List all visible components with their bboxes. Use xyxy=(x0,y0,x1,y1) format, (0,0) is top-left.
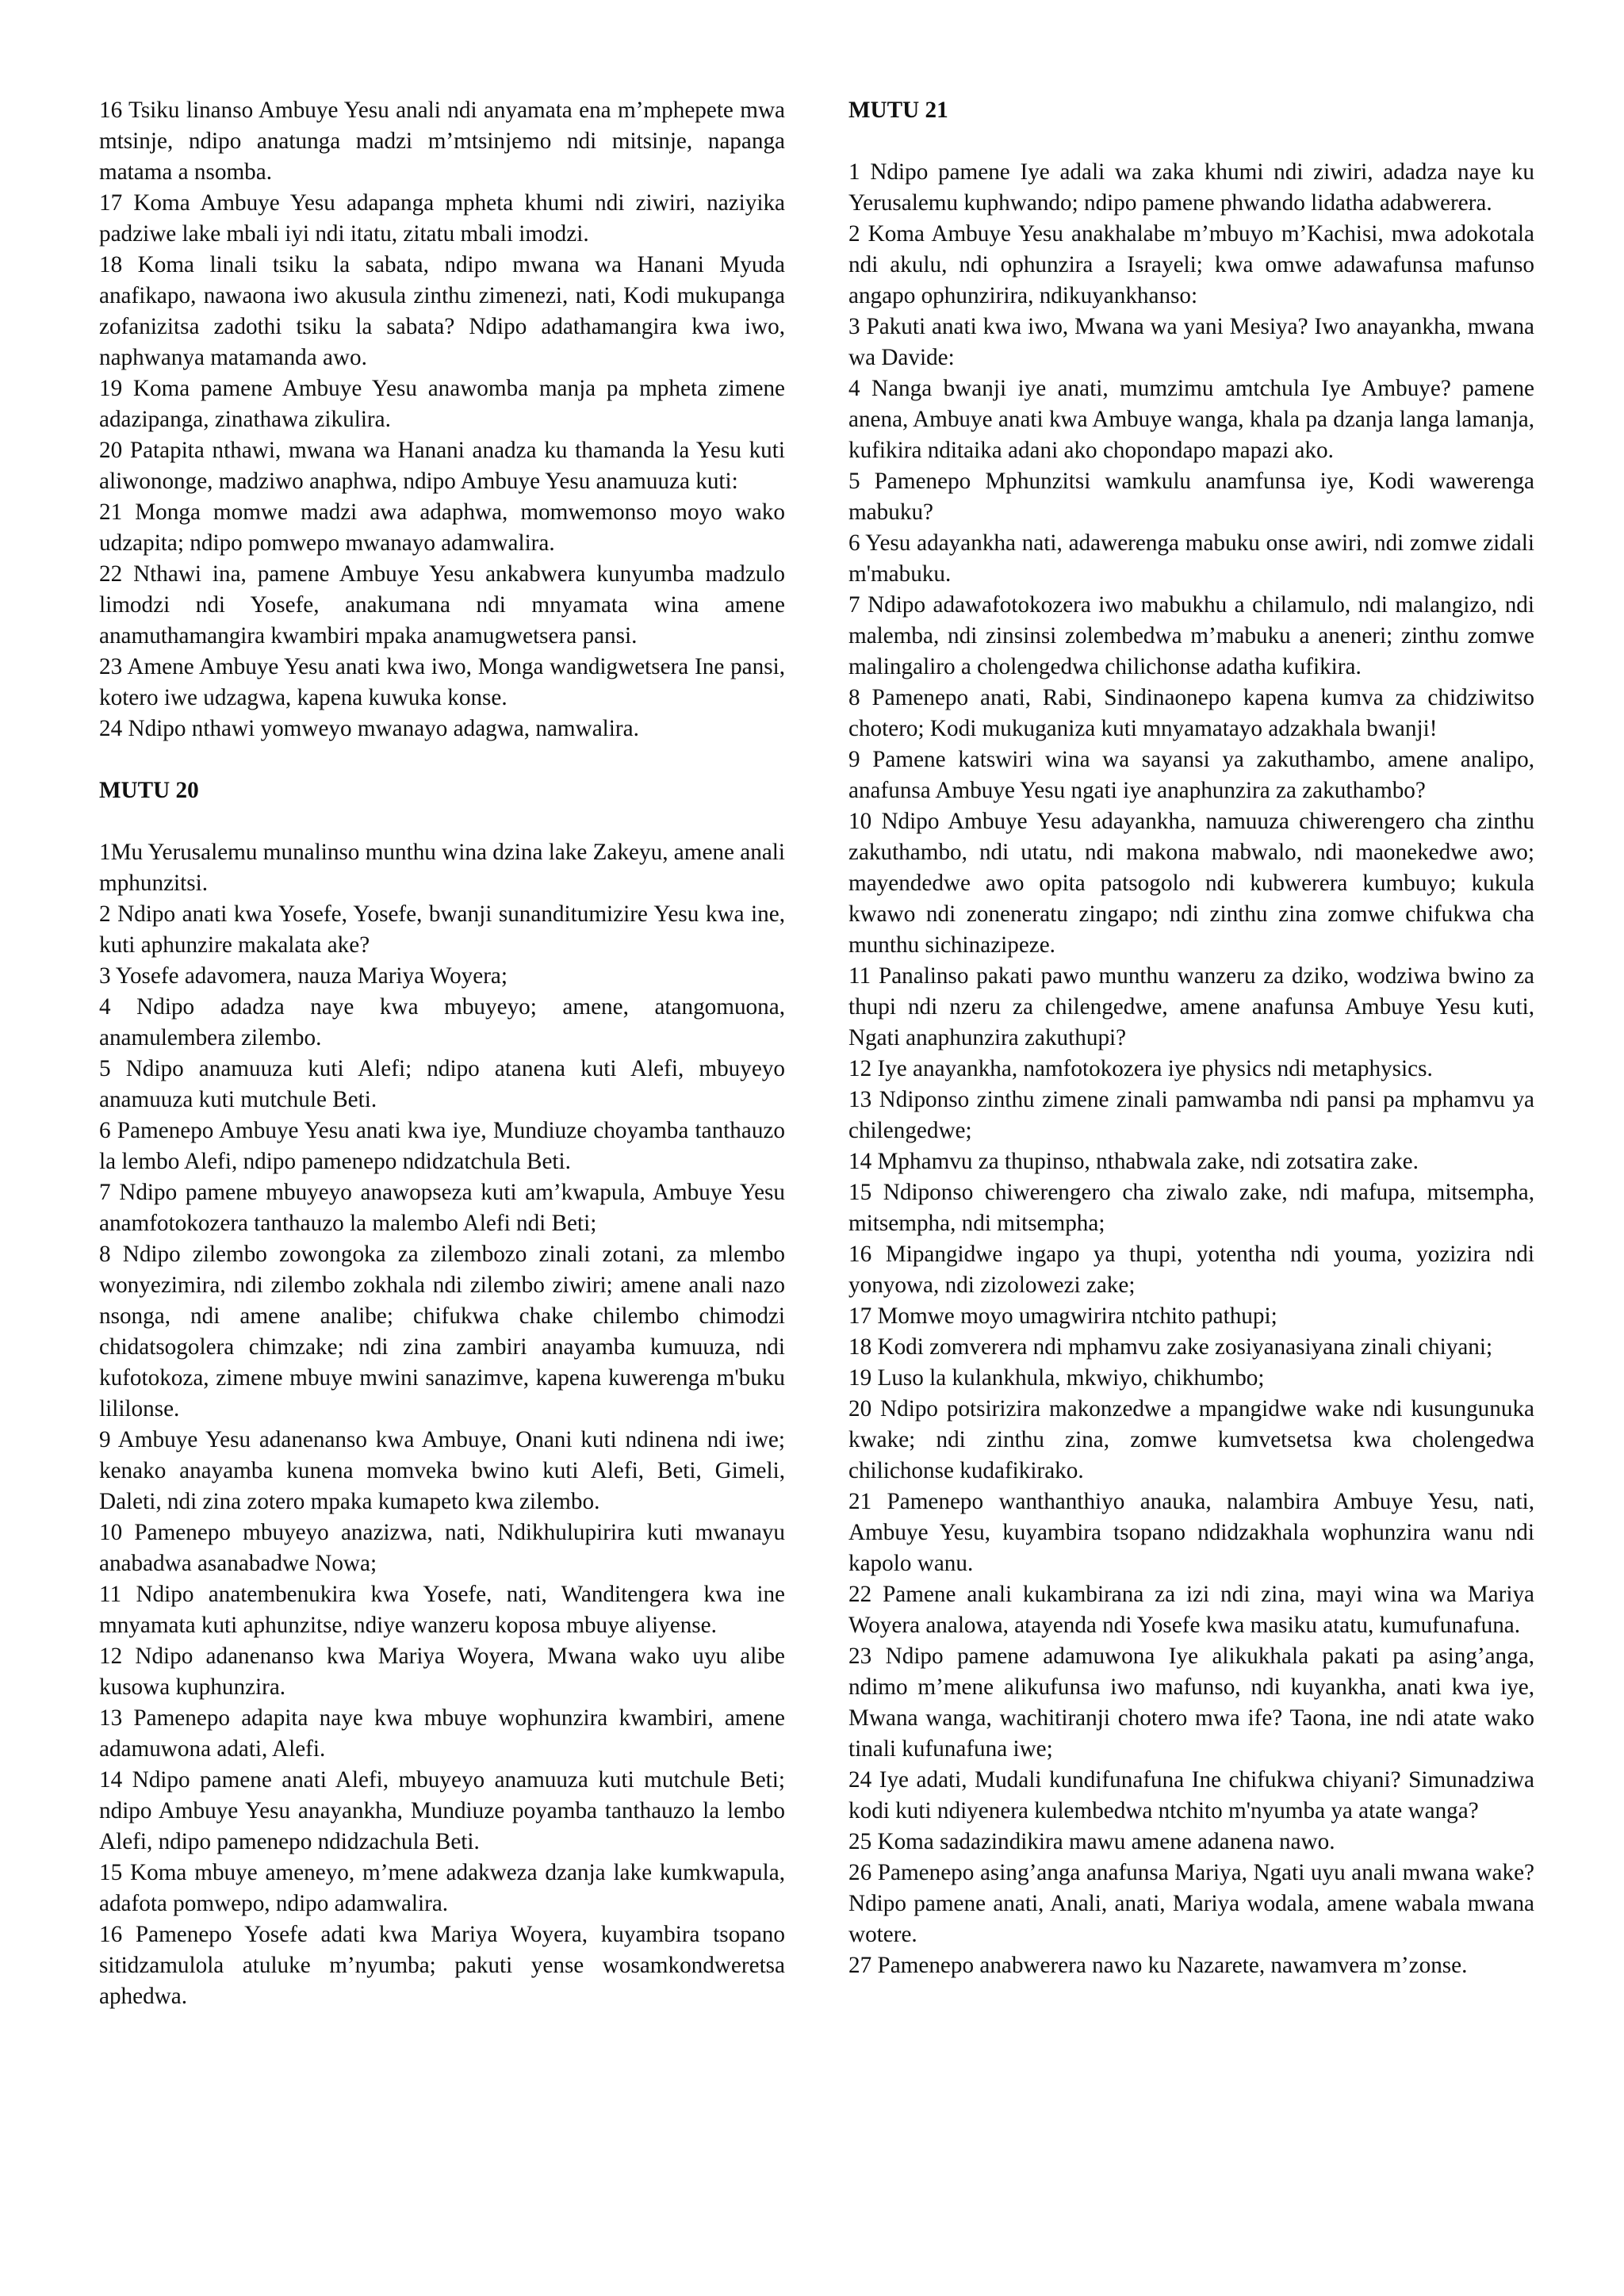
verse-paragraph: 4 Nanga bwanji iye anati, mumzimu amtchula Iye Ambuye? pamene anena, Ambuye anati kwa Ambuye wanga, khala pa dzanja langa lamanja, kufikira nditaika adani ako chopondapo mapazi ako. xyxy=(848,376,1534,463)
verse-paragraph: 6 Pamenepo Ambuye Yesu anati kwa iye, Mundiuze choyamba tanthauzo la lembo Alefi, ndipo pamenepo ndidzatchula Beti. xyxy=(99,1118,785,1174)
verse-paragraph: 13 Ndiponso zinthu zimene zinali pamwamba ndi pansi pa mphamvu ya chilengedwe; xyxy=(848,1087,1534,1143)
verse-paragraph: 9 Pamene katswiri wina wa sayansi ya zakuthambo, amene analipo, anafunsa Ambuye Yesu ngati iye anaphunzira za zakuthambo? xyxy=(848,747,1534,803)
verse-paragraph: 12 Iye anayankha, namfotokozera iye physics ndi metaphysics. xyxy=(848,1056,1433,1081)
verse-paragraph: 10 Pamenepo mbuyeyo anazizwa, nati, Ndikhulupirira kuti mwanayu anabadwa asanabadwe Nowa; xyxy=(99,1520,785,1576)
verses-mutu-20 xyxy=(99,837,785,2012)
verse-paragraph: 15 Ndiponso chiwerengero cha ziwalo zake, ndi mafupa, mitsempha, mitsempha, ndi mitsempha; xyxy=(848,1180,1534,1236)
verse-paragraph: 5 Pamenepo Mphunzitsi wamkulu anamfunsa iye, Kodi wawerenga mabuku? xyxy=(848,469,1534,525)
verse-paragraph: 21 Pamenepo wanthanthiyo anauka, nalambira Ambuye Yesu, nati, Ambuye Yesu, kuyambira tsopano ndidzakhala wophunzira wanu ndi kapolo wanu. xyxy=(848,1489,1534,1576)
verse-paragraph: 23 Ndipo pamene adamuwona Iye alikukhala pakati pa asing’anga, ndimo m’mene alikufunsa iwo mafunso, ndi kuyankha, anati kwa iye, Mwana wanga, wachitiranji chotero mwa ife? Taona, ine ndi atate wako tinali kufunafuna iwe; xyxy=(848,1644,1534,1762)
verse-paragraph: 11 Panalinso pakati pawo munthu wanzeru za dziko, wodziwa bwino za thupi ndi nzeru za chilengedwe, amene anafunsa Ambuye Yesu kuti, Ngati anaphunzira zakuthupi? xyxy=(848,963,1534,1050)
verse-paragraph: 18 Kodi zomverera ndi mphamvu zake zosiyanasiyana zinali chiyani; xyxy=(848,1334,1493,1360)
verse-paragraph: 12 Ndipo adanenanso kwa Mariya Woyera, Mwana wako uyu alibe kusowa kuphunzira. xyxy=(99,1644,785,1700)
verse-paragraph: 26 Pamenepo asing’anga anafunsa Mariya, Ngati uyu anali mwana wake? Ndipo pamene anati, Anali, anati, Mariya wodala, amene wabala mwana wotere. xyxy=(848,1860,1534,1947)
verse-paragraph: 22 Pamene anali kukambirana za izi ndi zina, mayi wina wa Mariya Woyera analowa, atayenda ndi Yosefe kwa masiku atatu, kumufunafuna. xyxy=(848,1582,1534,1638)
verse-paragraph: 3 Yosefe adavomera, nauza Mariya Woyera; xyxy=(99,963,508,989)
verse-paragraph: 8 Ndipo zilembo zowongoka za zilembozo zinali zotani, za mlembo wonyezimira, ndi zilembo zokhala ndi zilembo ziwiri; amene anali nazo nsonga, ndi amene analibe; chifukwa chake chilembo chimodzi chidatsogolera chimzake; ndi zina zambiri anayamba kumuuza, ndi kufotokoza, zimene mbuye mwini sanazimve, kapena kuwerenga m'buku lililonse. xyxy=(99,1242,785,1422)
verse-paragraph: 23 Amene Ambuye Yesu anati kwa iwo, Monga wandigwetsera Ine pansi, kotero iwe udzagwa, kapena kuwuka konse. xyxy=(99,654,785,710)
verse-paragraph: 4 Ndipo adadza naye kwa mbuyeyo; amene, atangomuona, anamulembera zilembo. xyxy=(99,994,785,1050)
verse-paragraph: 20 Patapita nthawi, mwana wa Hanani anadza ku thamanda la Yesu kuti aliwononge, madziwo anaphwa, ndipo Ambuye Yesu anamuuza kuti: xyxy=(99,438,785,494)
verse-paragraph: 8 Pamenepo anati, Rabi, Sindinaonepo kapena kumva za chidziwitso chotero; Kodi mukuganiza kuti mnyamatayo adzakhala bwanji! xyxy=(848,685,1534,741)
verse-paragraph: 1 Ndipo pamene Iye adali wa zaka khumi ndi ziwiri, adadza naye ku Yerusalemu kuphwando; ndipo pamene phwando lidatha adabwerera. xyxy=(848,159,1534,216)
verse-paragraph: 22 Nthawi ina, pamene Ambuye Yesu ankabwera kunyumba madzulo limodzi ndi Yosefe, anakumana ndi mnyamata wina amene anamuthamangira kwambiri mpaka anamugwetsera pansi. xyxy=(99,561,785,649)
verse-paragraph: 21 Monga momwe madzi awa adaphwa, momwemonso moyo wako udzapita; ndipo pomwepo mwanayo adamwalira. xyxy=(99,499,785,556)
verse-paragraph: 1Mu Yerusalemu munalinso munthu wina dzina lake Zakeyu, amene anali mphunzitsi. xyxy=(99,840,785,896)
right-column xyxy=(848,95,1534,1981)
verse-paragraph: 14 Mphamvu za thupinso, nthabwala zake, ndi zotsatira zake. xyxy=(848,1149,1419,1174)
verse-paragraph: 15 Koma mbuye ameneyo, m’mene adakweza dzanja lake kumkwapula, adafota pomwepo, ndipo adamwalira. xyxy=(99,1860,785,1916)
verse-paragraph: 7 Ndipo pamene mbuyeyo anawopseza kuti am’kwapula, Ambuye Yesu anamfotokozera tanthauzo la malembo Alefi ndi Beti; xyxy=(99,1180,785,1236)
chapter-heading-mutu-21: MUTU 21 xyxy=(848,98,948,123)
verse-paragraph: 9 Ambuye Yesu adanenanso kwa Ambuye, Onani kuti ndinena ndi iwe; kenako anayamba kunena momveka bwino kuti Alefi, Beti, Gimeli, Daleti, ndi zina zotero mpaka kumapeto kwa zilembo. xyxy=(99,1427,785,1514)
verse-paragraph: 19 Luso la kulankhula, mkwiyo, chikhumbo; xyxy=(848,1365,1265,1391)
verse-paragraph: 2 Koma Ambuye Yesu anakhalabe m’mbuyo m’Kachisi, mwa adokotala ndi akulu, ndi ophunzira a Israyeli; kwa omwe adawafunsa mafunso angapo ophunzirira, ndikuyankhanso: xyxy=(848,221,1534,308)
verse-paragraph: 5 Ndipo anamuuza kuti Alefi; ndipo atanena kuti Alefi, mbuyeyo anamuuza kuti mutchule Beti. xyxy=(99,1056,785,1112)
verse-paragraph: 14 Ndipo pamene anati Alefi, mbuyeyo anamuuza kuti mutchule Beti; ndipo Ambuye Yesu anayankha, Mundiuze poyamba tanthauzo la lembo Alefi, ndipo pamenepo ndidzachula Beti. xyxy=(99,1767,785,1854)
verse-paragraph: 17 Momwe moyo umagwirira ntchito pathupi; xyxy=(848,1303,1277,1329)
verse-paragraph: 16 Pamenepo Yosefe adati kwa Mariya Woyera, kuyambira tsopano sitidzamulola atuluke m’nyumba; pakuti yense wosamkondweretsa aphedwa. xyxy=(99,1922,785,2009)
verse-paragraph: 10 Ndipo Ambuye Yesu adayankha, namuuza chiwerengero cha zinthu zakuthambo, ndi utatu, ndi makona mabwalo, ndi maonekedwe awo; mayendedwe awo opita patsogolo ndi kubwerera kumbuyo; kukula kwawo ndi zoneneratu zingapo; ndi zinthu zina zomwe chifukwa cha munthu sichinazipeze. xyxy=(848,809,1534,958)
verse-paragraph: 16 Mipangidwe ingapo ya thupi, yotentha ndi youma, yozizira ndi yonyowa, ndi zizolowezi zake; xyxy=(848,1242,1534,1298)
verse-paragraph: 7 Ndipo adawafotokozera iwo mabukhu a chilamulo, ndi malangizo, ndi malemba, ndi zinsinsi zolembedwa m’mabuku a aneneri; zinthu zomwe malingaliro a cholengedwa chilichonse adatha kufikira. xyxy=(848,592,1534,679)
verses-mutu-21 xyxy=(848,157,1534,1981)
verse-paragraph: 24 Iye adati, Mudali kundifunafuna Ine chifukwa chiyani? Simunadziwa kodi kuti ndiyenera kulembedwa ntchito m'nyumba ya atate wanga? xyxy=(848,1767,1534,1823)
verse-paragraph: 18 Koma linali tsiku la sabata, ndipo mwana wa Hanani Myuda anafikapo, nawaona iwo akusula zinthu zimenezi, nati, Kodi mukupanga zofanizitsa zadothi tsiku la sabata? Ndipo adathamangira kwa iwo, naphwanya matamanda awo. xyxy=(99,252,785,370)
verse-paragraph: 6 Yesu adayankha nati, adawerenga mabuku onse awiri, ndi zomwe zidali m'mabuku. xyxy=(848,530,1534,587)
verse-paragraph: 25 Koma sadazindikira mawu amene adanena nawo. xyxy=(848,1829,1335,1854)
left-column xyxy=(99,95,785,2012)
verse-paragraph: 19 Koma pamene Ambuye Yesu anawomba manja pa mpheta zimene adazipanga, zinathawa zikulira. xyxy=(99,376,785,432)
verse-paragraph: 16 Tsiku linanso Ambuye Yesu anali ndi anyamata ena m’mphepete mwa mtsinje, ndipo anatunga madzi m’mtsinjemo ndi mitsinje, napanga matama a nsomba. xyxy=(99,98,785,185)
verse-paragraph: 11 Ndipo anatembenukira kwa Yosefe, nati, Wanditengera kwa ine mnyamata kuti aphunzitse, ndiye wanzeru koposa mbuye aliyense. xyxy=(99,1582,785,1638)
chapter-heading-mutu-20: MUTU 20 xyxy=(99,778,199,803)
verse-paragraph: 13 Pamenepo adapita naye kwa mbuye wophunzira kwambiri, amene adamuwona adati, Alefi. xyxy=(99,1705,785,1762)
verse-paragraph: 24 Ndipo nthawi yomweyo mwanayo adagwa, namwalira. xyxy=(99,716,639,741)
verses-mutu-19-continued xyxy=(99,95,785,744)
verse-paragraph: 27 Pamenepo anabwerera nawo ku Nazarete, nawamvera m’zonse. xyxy=(848,1953,1468,1978)
verse-paragraph: 2 Ndipo anati kwa Yosefe, Yosefe, bwanji sunanditumizire Yesu kwa ine, kuti aphunzire makalata ake? xyxy=(99,901,785,958)
verse-paragraph: 17 Koma Ambuye Yesu adapanga mpheta khumi ndi ziwiri, naziyika padziwe lake mbali iyi ndi itatu, zitatu mbali imodzi. xyxy=(99,190,785,247)
verse-paragraph: 20 Ndipo potsirizira makonzedwe a mpangidwe wake ndi kusungunuka kwake; ndi zinthu zina, zomwe kumvetsetsa kwa cholengedwa chilichonse kudafikirako. xyxy=(848,1396,1534,1483)
verse-paragraph: 3 Pakuti anati kwa iwo, Mwana wa yani Mesiya? Iwo anayankha, mwana wa Davide: xyxy=(848,314,1534,370)
